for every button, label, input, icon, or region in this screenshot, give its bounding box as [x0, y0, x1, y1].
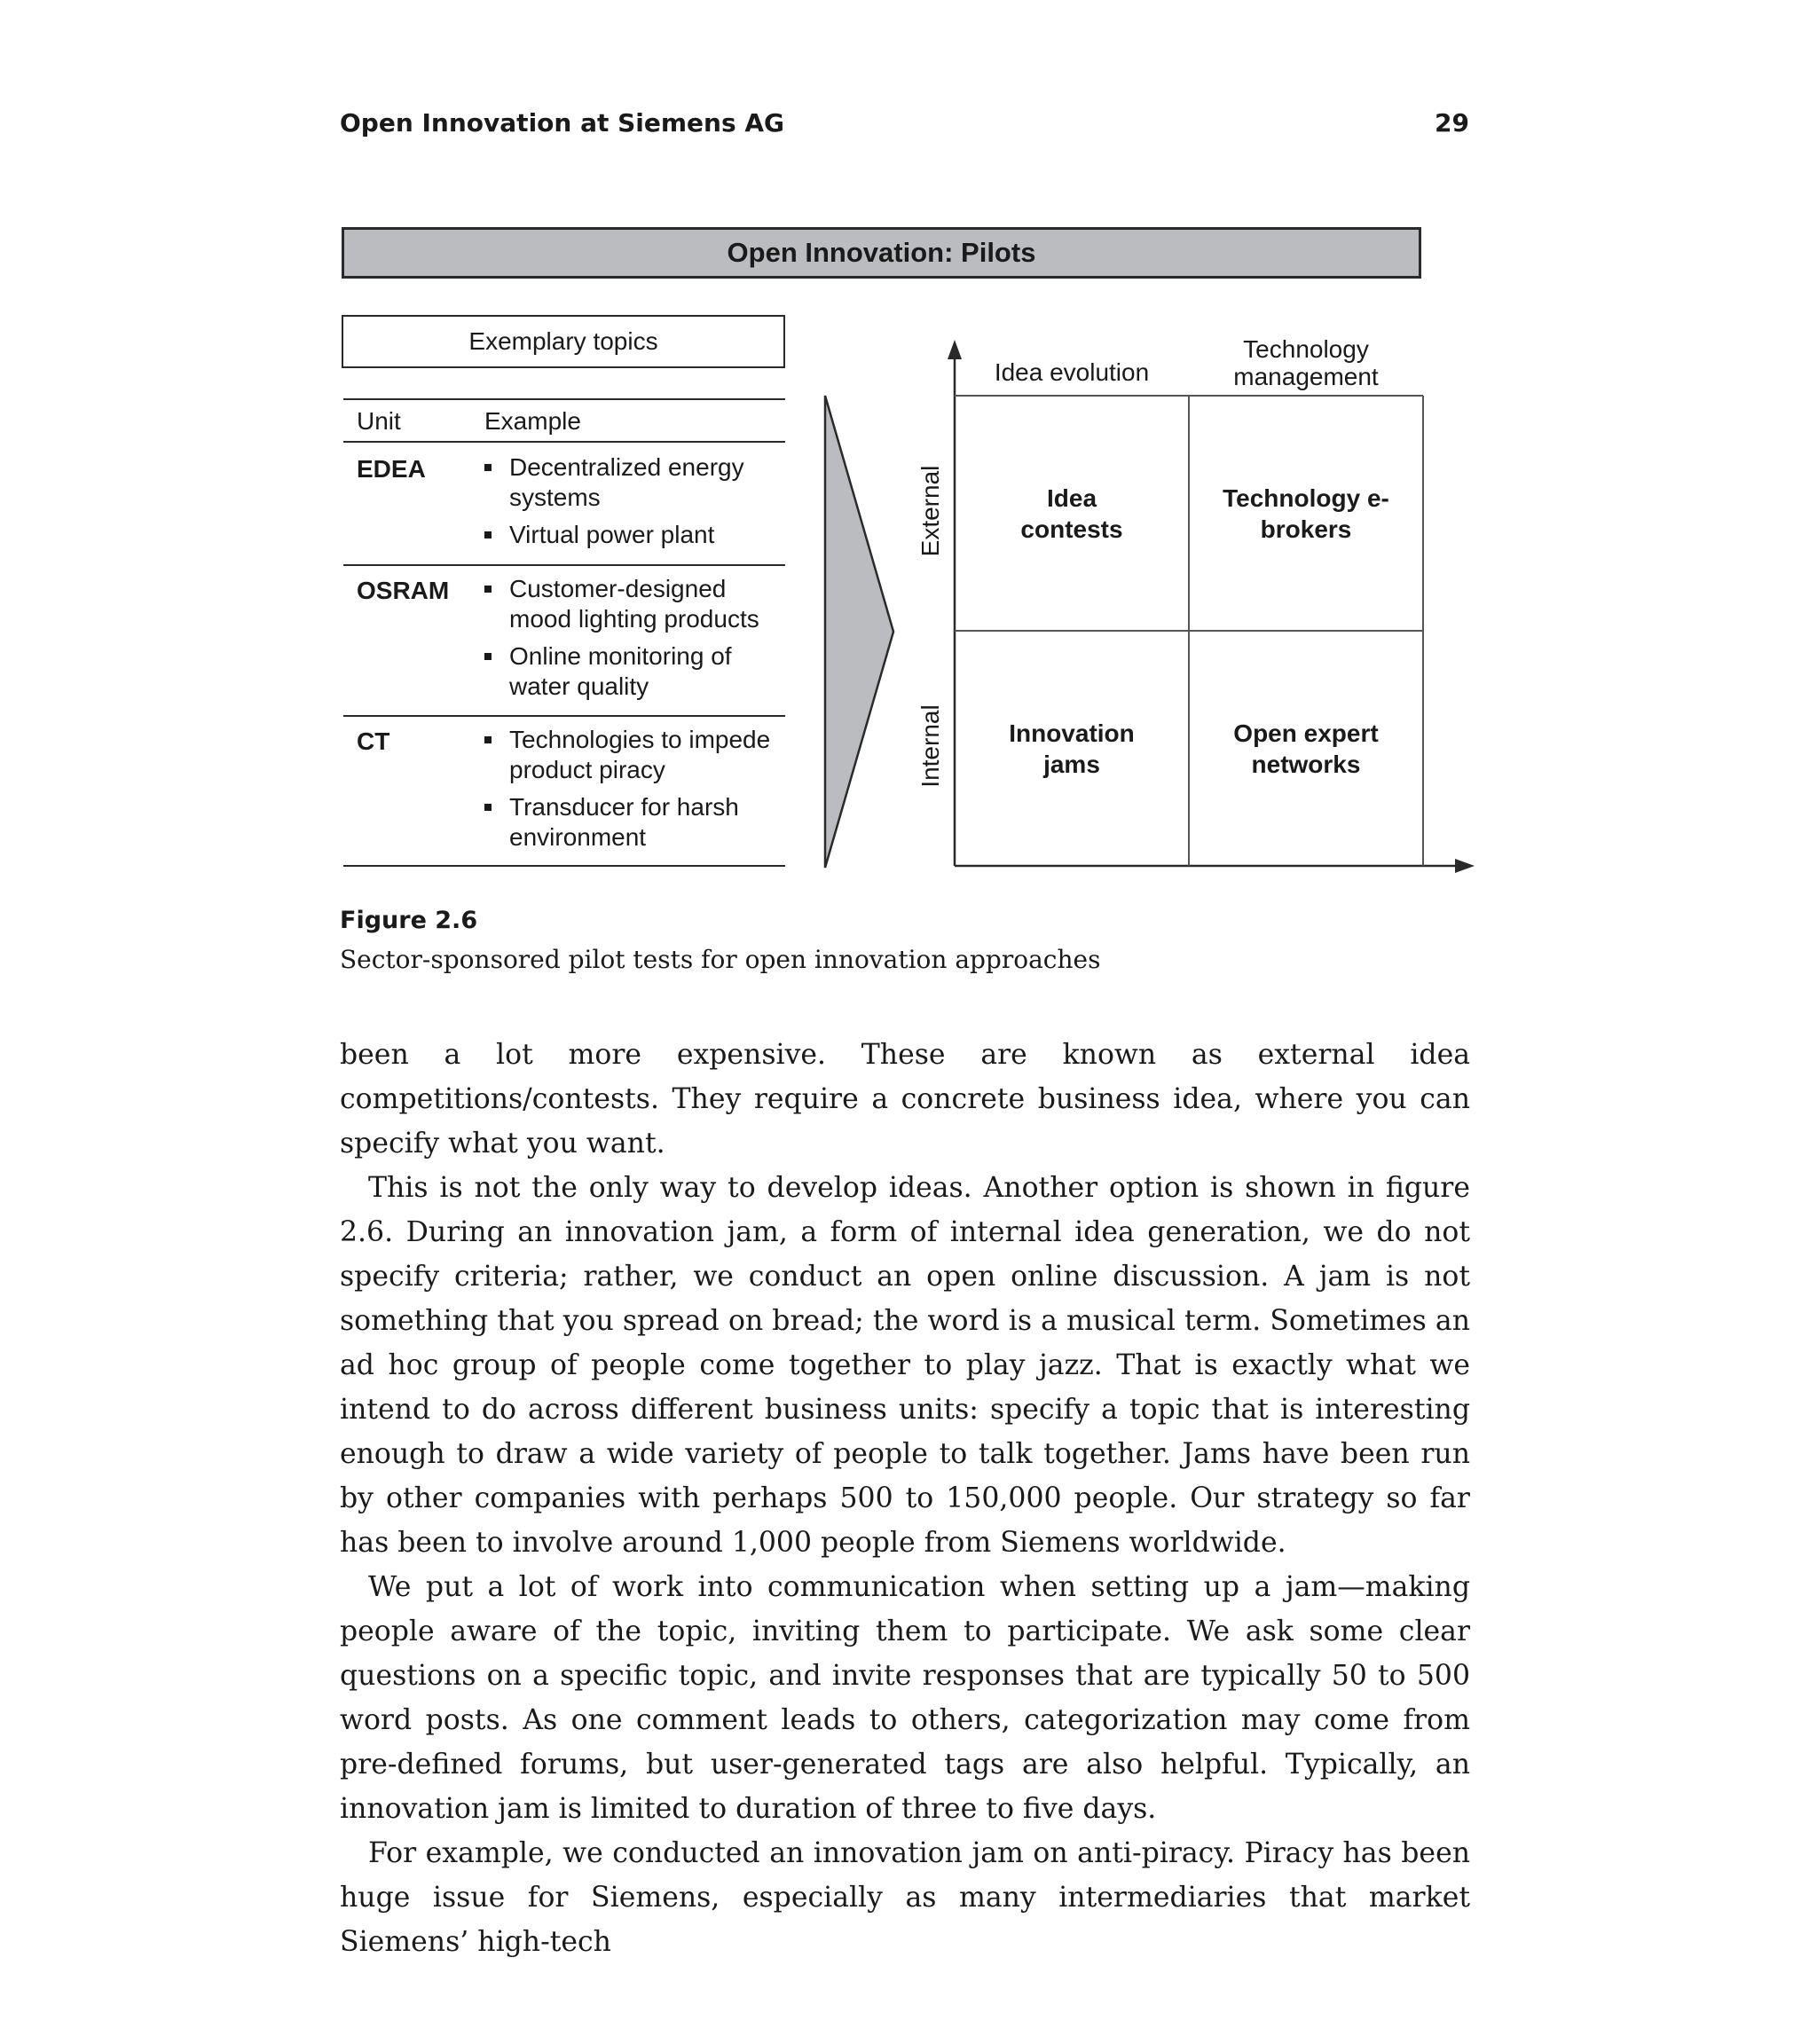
exemplary-topics-title: Exemplary topics — [342, 315, 785, 368]
matrix-col-header: Idea evolution — [994, 358, 1150, 386]
figure-banner-title: Open Innovation: Pilots — [342, 227, 1421, 279]
body-text — [340, 1033, 1470, 1964]
list-item: Virtual power plant — [484, 520, 786, 550]
page-number: 29 — [1435, 108, 1469, 138]
table-header-example: Example — [484, 407, 581, 435]
table-header-unit: Unit — [357, 407, 401, 435]
x-axis-arrow-icon — [1455, 859, 1475, 873]
paragraph: For example, we conducted an innovation jam on anti-piracy. Piracy has been huge issue for Siemens, especially as many intermediaries that market Siemens’ high-tech — [340, 1837, 1470, 1958]
matrix-cell: Innovation jams — [1009, 719, 1135, 778]
list-item: Online monitoring of water quality — [484, 641, 786, 702]
list-item: Technologies to impede product piracy — [484, 725, 786, 785]
paragraph: been a lot more expensive. These are known as external idea competitions/contests. They require a concrete business idea, where you can specify what you want. — [340, 1039, 1470, 1160]
matrix-row-label: External — [916, 465, 944, 557]
matrix-cell: Technology e-brokers — [1223, 484, 1389, 543]
transition-arrow-icon — [825, 396, 893, 868]
list-item: Transducer for harsh environment — [484, 792, 786, 853]
list-item: Decentralized energy systems — [484, 452, 786, 513]
running-title: Open Innovation at Siemens AG — [340, 108, 785, 138]
paragraph: This is not the only way to develop ideas. Another option is shown in figure 2.6. During an innovation jam, a form of internal idea generation, we do not specify criteria; rather, we conduct an open online discussion. A jam is not something that you spread on bread; the word is a musical term. Sometimes an ad hoc group of people come together to play jazz. That is exactly what we intend to do across different business units: specify a topic that is interesting enough to draw a wide variety of people to talk together. Jams have been run by other companies with perhaps 500 to 150,000 people. Our strategy so far has been to involve around 1,000 people from Siemens worldwide. — [340, 1172, 1470, 1559]
row-unit: OSRAM — [357, 577, 450, 604]
matrix-row-label: Internal — [916, 704, 944, 788]
row-unit: CT — [357, 727, 390, 755]
list-item: Customer-designed mood lighting products — [484, 574, 786, 634]
paragraph: We put a lot of work into communication when setting up a jam—making people aware of the topic, inviting them to participate. We ask some clear questions on a specific topic, and invite responses that are typically 50 to 500 word posts. As one comment leads to others, categorization may come from pre-defined forums, but user-generated tags are also helpful. Typically, an innovation jam is limited to duration of three to five days. — [340, 1571, 1470, 1825]
matrix-cell: Open expert networks — [1233, 719, 1379, 778]
figure-caption-text: Sector-sponsored pilot tests for open innovation approaches — [340, 945, 1101, 974]
matrix-col-header: Technology management — [1233, 335, 1379, 390]
row-unit: EDEA — [357, 455, 426, 483]
y-axis-arrow-icon — [948, 340, 962, 359]
matrix-cell: Idea contests — [1020, 484, 1123, 543]
figure-caption-title: Figure 2.6 — [340, 907, 478, 934]
